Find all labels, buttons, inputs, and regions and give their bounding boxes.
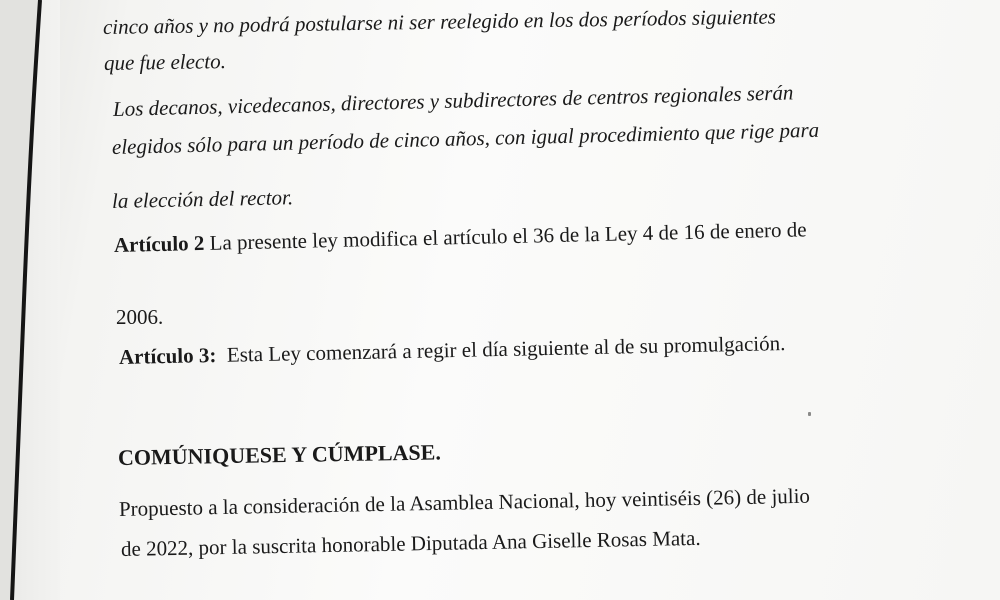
text-line-decanos-3: la elección del rector. — [111, 185, 294, 213]
page-curl-edge — [0, 0, 60, 600]
text-line-que-fue-electo: que fue electo. — [103, 49, 227, 75]
text-line-cinco-anos: cinco años y no podrá postularse ni ser reelegido en los dos períodos siguientes — [102, 4, 777, 39]
ink-speck — [808, 412, 811, 416]
proposal-line-2: de 2022, por la suscrita honorable Diputada Ana Giselle Rosas Mata. — [120, 525, 701, 561]
article-3-line — [119, 333, 786, 368]
closing-heading: COMÚNIQUESE Y CÚMPLASE. — [117, 439, 442, 470]
article-2-line-2: 2006. — [116, 305, 164, 329]
text-line-decanos-1: Los decanos, vicedecanos, directores y subdirectores de centros regionales serán — [112, 80, 794, 121]
article-3-text: Esta Ley comenzará a regir el día siguiente al de su promulgación. — [216, 331, 786, 367]
article-2-text: La presente ley modifica el artículo el 36 de la Ley 4 de 16 de enero de — [204, 217, 807, 255]
article-2-label: Artículo 2 — [113, 230, 205, 257]
text-line-decanos-2: elegidos sólo para un período de cinco años, con igual procedimiento que rige para — [111, 117, 820, 159]
article-2-line-1 — [114, 219, 807, 256]
article-3-label: Artículo 3: — [118, 342, 217, 369]
proposal-line-1: Propuesto a la consideración de la Asamblea Nacional, hoy veintiséis (26) de julio — [118, 483, 811, 521]
